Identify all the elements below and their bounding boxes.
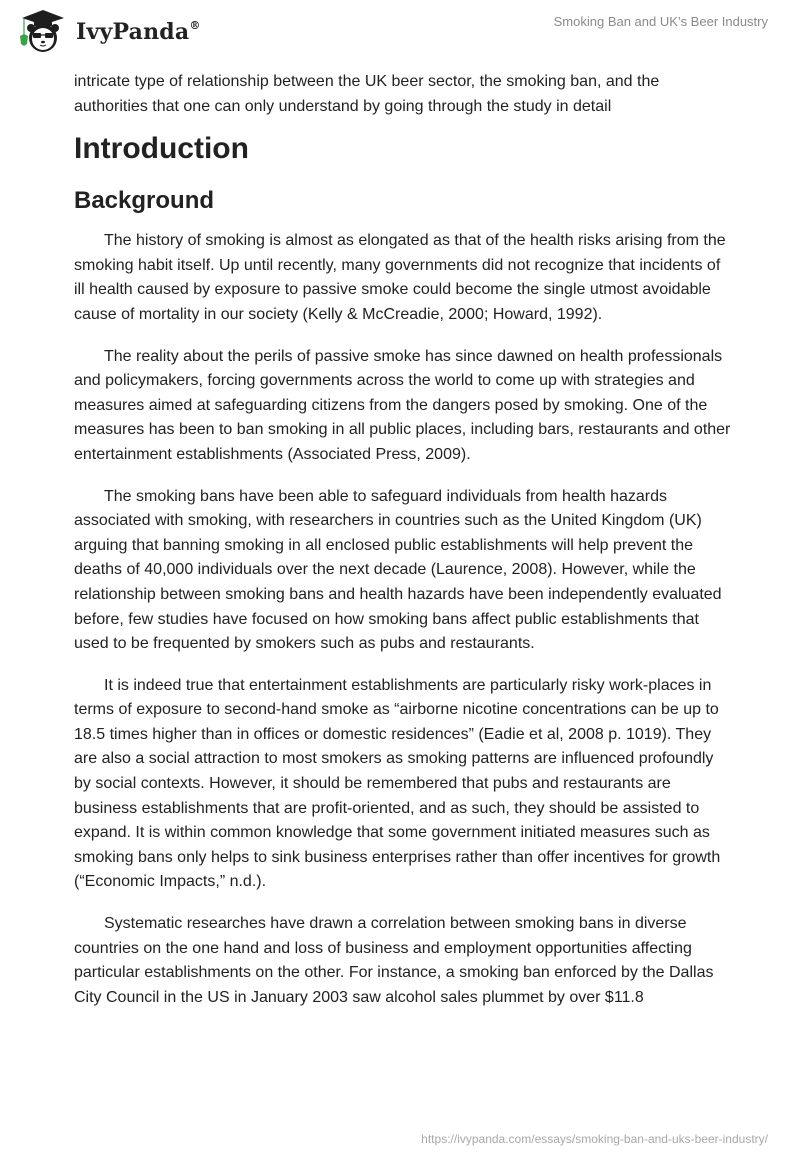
section-heading-introduction: Introduction: [74, 132, 249, 166]
paragraph: The history of smoking is almost as elongated as that of the health risks arising from the smoking habit itself. Up until recently, many governments did not recognize that incidents of ill health caused by exposure to passive smoke could become the single utmost avoidable cause of mortality in our society (Kelly & McCreadie, 2000; Howard, 1992).: [74, 232, 726, 323]
ivypanda-logo[interactable]: [14, 8, 201, 54]
lead-paragraph: intricate type of relationship between the UK beer sector, the smoking ban, and the authorities that one can only understand by going through the study in detail: [74, 73, 660, 115]
page-header: [0, 0, 800, 60]
paragraph: It is indeed true that entertainment establishments are particularly risky work-places in terms of exposure to second-hand smoke as “airborne nicotine concentrations can be up to 18.5 times higher than in offices or domestic residences” (Eadie et al, 2008 p. 1019). They are also a social attraction to most smokers as smoking patterns are influenced profoundly by social contexts. However, it should be remembered that pubs and restaurants are business establishments that are profit-oriented, and as such, they should be assisted to expand. It is within common knowledge that some government initiated measures such as smoking bans only helps to sink business enterprises rather than offer incentives for growth (“Economic Impacts,” n.d.).: [74, 676, 721, 891]
registered-mark: ®: [189, 18, 201, 32]
paragraph: The smoking bans have been able to safeguard individuals from health hazards associated with smoking, with researchers in countries such as the United Kingdom (UK) arguing that banning smoking in all enclosed public establishments will help prevent the deaths of 40,000 individuals over the next decade (Laurence, 2008). However, while the relationship between smoking bans and health hazards have been independently evaluated before, few studies have focused on how smoking bans affect public establishments that used to be frequented by smokers such as pubs and restaurants.: [74, 487, 722, 653]
paragraph: The reality about the perils of passive smoke has since dawned on health professionals and policymakers, forcing governments across the world to come up with strategies and measures aimed at safeguarding citizens from the dangers posed by smoking. One of the measures has been to ban smoking in all public places, including bars, restaurants and other entertainment establishments (Associated Press, 2009).: [74, 347, 731, 463]
source-url-link[interactable]: https://ivypanda.com/essays/smoking-ban-and-uks-beer-industry/: [421, 1132, 768, 1146]
panda-graduate-icon: [14, 8, 72, 54]
logo-wordmark: [76, 19, 201, 45]
document-title: Smoking Ban and UK’s Beer Industry: [553, 14, 768, 29]
paragraph: Systematic researches have drawn a correlation between smoking bans in diverse countries on the one hand and loss of business and employment opportunities affecting particular establishments on the other. For instance, a smoking ban enforced by the Dallas City Council in the US in January 2003 saw alcohol sales plummet by over $11.8: [74, 915, 714, 1006]
logo-text: IvyPanda: [76, 19, 190, 45]
subsection-heading-background: Background: [74, 187, 215, 215]
essay-content: [74, 70, 734, 1027]
